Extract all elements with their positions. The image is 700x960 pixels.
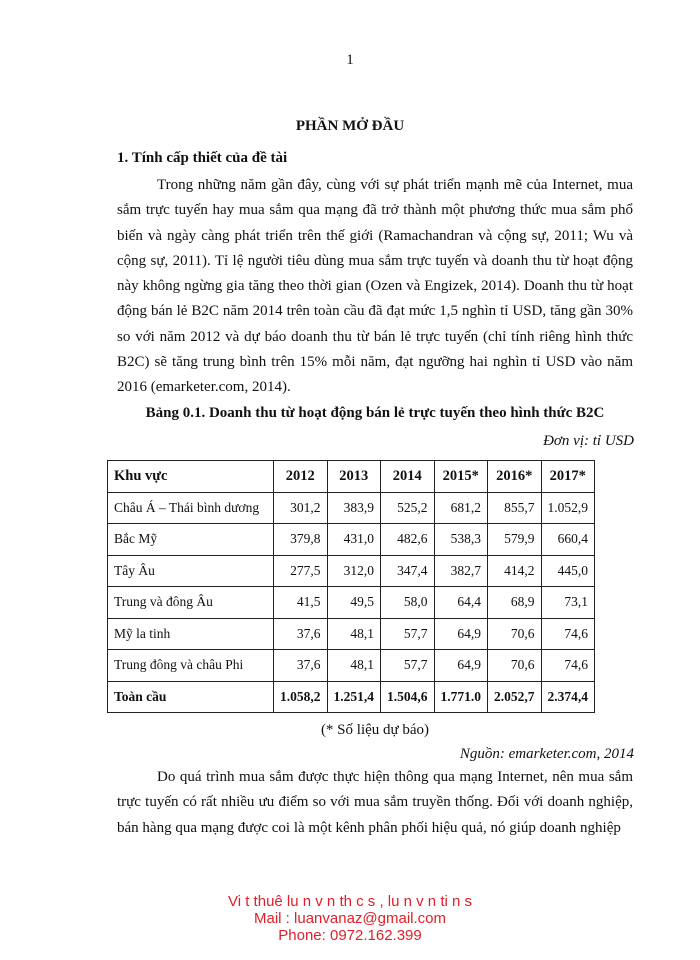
value-cell: 2.052,7: [488, 681, 542, 713]
value-cell: 579,9: [488, 524, 542, 556]
table-row: [108, 650, 595, 682]
value-cell: 277,5: [274, 555, 328, 587]
footer-phone-line: Phone: 0972.162.399: [278, 927, 422, 944]
footer-mail-line: Mail : luanvanaz@gmail.com: [254, 910, 446, 927]
table-unit: Đơn vị: tỉ USD: [543, 433, 634, 449]
region-cell: Trung đông và châu Phi: [108, 650, 274, 682]
value-cell: 855,7: [488, 492, 542, 524]
revenue-table: [107, 460, 595, 713]
value-cell: 48,1: [327, 618, 381, 650]
value-cell: 37,6: [274, 618, 328, 650]
value-cell: 58,0: [381, 587, 435, 619]
region-cell: Bắc Mỹ: [108, 524, 274, 556]
value-cell: 73,1: [541, 587, 595, 619]
table-row: [108, 555, 595, 587]
value-cell: 525,2: [381, 492, 435, 524]
value-cell: 57,7: [381, 618, 435, 650]
value-cell: 64,9: [434, 650, 488, 682]
value-cell: 41,5: [274, 587, 328, 619]
column-header-region: Khu vực: [108, 461, 274, 493]
value-cell: 1.052,9: [541, 492, 595, 524]
page-heading: PHẦN MỞ ĐẦU: [295, 118, 405, 134]
value-cell: 48,1: [327, 650, 381, 682]
table-header-row: [108, 461, 595, 493]
table-caption: Bảng 0.1. Doanh thu từ hoạt động bán lẻ trực tuyến theo hình thức B2C: [145, 405, 605, 421]
column-header-2013: 2013: [327, 461, 381, 493]
column-header-2015: 2015*: [434, 461, 488, 493]
value-cell: 414,2: [488, 555, 542, 587]
value-cell: 379,8: [274, 524, 328, 556]
value-cell: 431,0: [327, 524, 381, 556]
footer-service-line: Vi t thuê lu n v n th c s , lu n v n ti n s: [227, 893, 472, 910]
value-cell: 1.504,6: [381, 681, 435, 713]
value-cell: 37,6: [274, 650, 328, 682]
section-title: 1. Tính cấp thiết của đề tài: [117, 150, 288, 166]
column-header-2012: 2012: [274, 461, 328, 493]
table-source: Nguồn: emarketer.com, 2014: [459, 746, 634, 762]
intro-paragraph: Trong những năm gần đây, cùng với sự phát triển mạnh mẽ của Internet, mua sắm trực tuyến hay mua sắm qua mạng đã trở thành một phương thức mua sắm phổ biến và ngày càng phát triển trên thế giới (Ramachandran và cộng sự, 2011; Wu và cộng sự, 2011). Tỉ lệ người tiêu dùng mua sắm trực tuyến và doanh thu từ hoạt động này không ngừng gia tăng theo thời gian (Ozen và Engizek, 2014). Doanh thu từ hoạt động bán lẻ B2C năm 2014 trên toàn cầu đã đạt mức 1,5 nghìn tỉ USD, tăng gần 30% so với năm 2012 và dự báo doanh thu từ bán lẻ trực tuyến (chỉ tính riêng hình thức B2C) sẽ tăng trung bình trên 15% mỗi năm, đạt ngưỡng hai nghìn tỉ USD vào năm 2016 (emarketer.com, 2014).: [117, 177, 633, 396]
column-header-2016: 2016*: [488, 461, 542, 493]
value-cell: 74,6: [541, 650, 595, 682]
value-cell: 68,9: [488, 587, 542, 619]
column-header-2017: 2017*: [541, 461, 595, 493]
region-cell: Toàn cầu: [108, 681, 274, 713]
value-cell: 538,3: [434, 524, 488, 556]
value-cell: 312,0: [327, 555, 381, 587]
region-cell: Tây Âu: [108, 555, 274, 587]
contact-footer: [0, 893, 700, 944]
table-row: [108, 618, 595, 650]
forecast-note: (* Số liệu dự báo): [320, 722, 430, 738]
value-cell: 660,4: [541, 524, 595, 556]
column-header-2014: 2014: [381, 461, 435, 493]
region-cell: Mỹ la tinh: [108, 618, 274, 650]
value-cell: 64,9: [434, 618, 488, 650]
value-cell: 64,4: [434, 587, 488, 619]
value-cell: 1.251,4: [327, 681, 381, 713]
value-cell: 49,5: [327, 587, 381, 619]
value-cell: 301,2: [274, 492, 328, 524]
region-cell: Châu Á – Thái bình dương: [108, 492, 274, 524]
value-cell: 1.771.0: [434, 681, 488, 713]
table-total-row: [108, 681, 595, 713]
value-cell: 2.374,4: [541, 681, 595, 713]
value-cell: 70,6: [488, 650, 542, 682]
value-cell: 445,0: [541, 555, 595, 587]
value-cell: 57,7: [381, 650, 435, 682]
table-row: [108, 492, 595, 524]
value-cell: 382,7: [434, 555, 488, 587]
value-cell: 74,6: [541, 618, 595, 650]
value-cell: 383,9: [327, 492, 381, 524]
table-row: [108, 524, 595, 556]
value-cell: 347,4: [381, 555, 435, 587]
table-row: [108, 587, 595, 619]
value-cell: 681,2: [434, 492, 488, 524]
value-cell: 70,6: [488, 618, 542, 650]
value-cell: 482,6: [381, 524, 435, 556]
value-cell: 1.058,2: [274, 681, 328, 713]
page-number: 1: [346, 52, 354, 68]
region-cell: Trung và đông Âu: [108, 587, 274, 619]
body-paragraph: Do quá trình mua sắm được thực hiện thông qua mạng Internet, nên mua sắm trực tuyến có rất nhiều ưu điểm so với mua sắm truyền thống. Đối với doanh nghiệp, bán hàng qua mạng được coi là một kênh phân phối hiệu quả, nó giúp doanh nghiệp: [117, 769, 633, 836]
